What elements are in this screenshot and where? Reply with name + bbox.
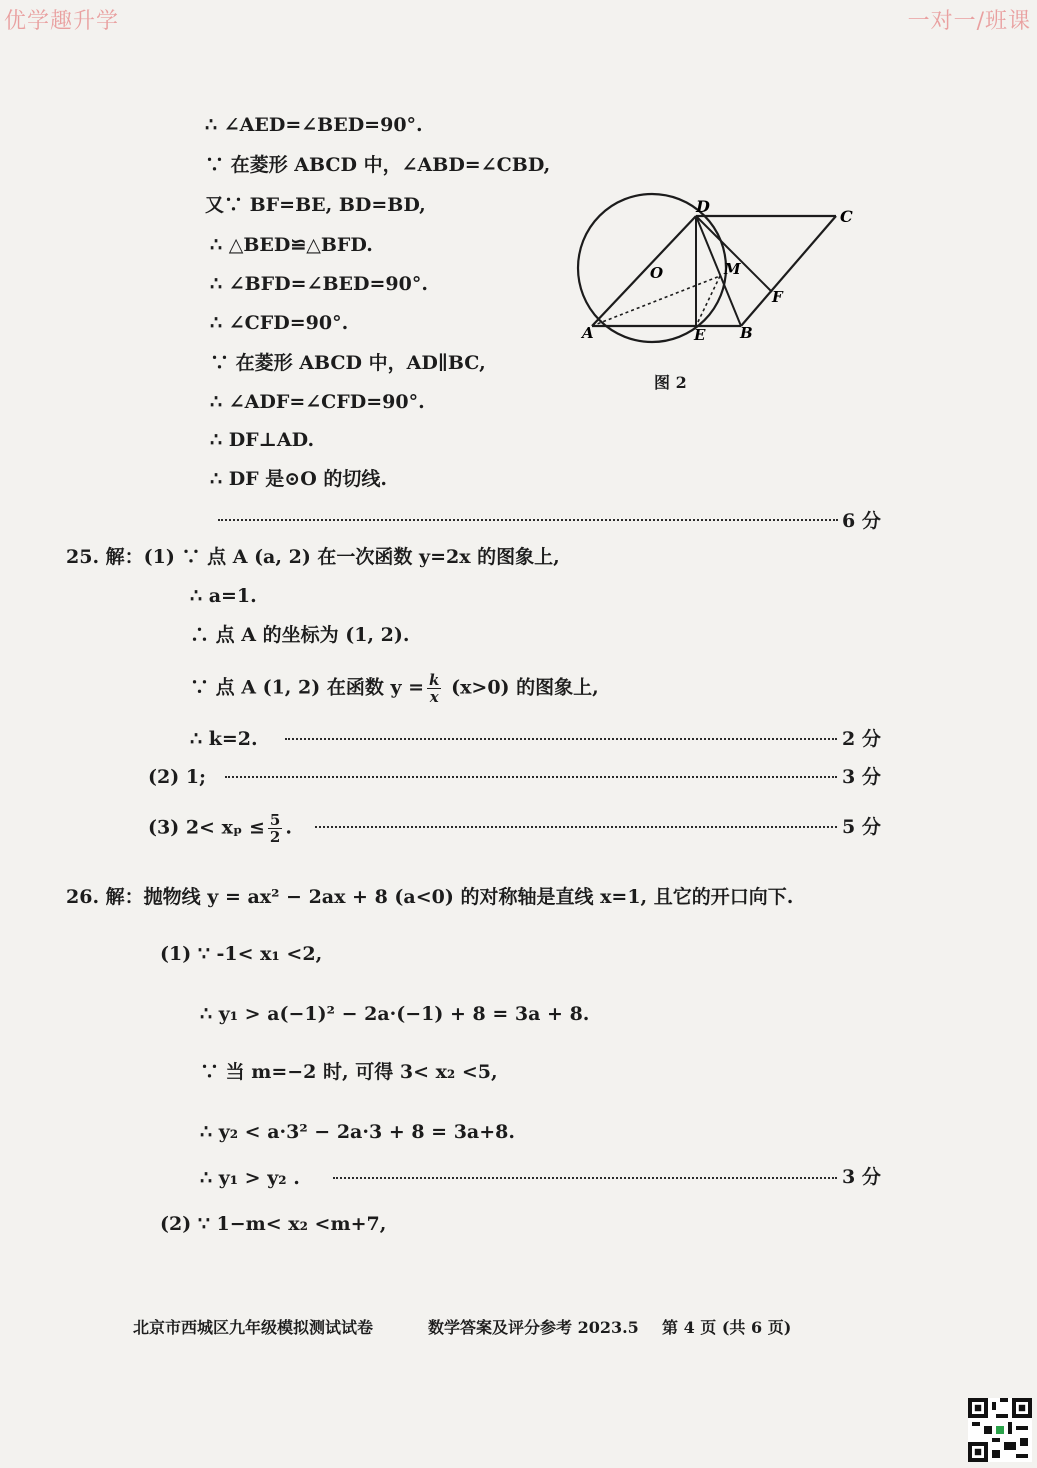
q25-line-4 <box>190 672 599 705</box>
proof-line-7: ∵ 在菱形 ABCD 中，AD∥BC, <box>210 352 486 374</box>
label-b: B <box>740 324 753 342</box>
fraction-denominator: 2 <box>269 828 281 846</box>
q25-line-6: (2) 1; <box>148 766 207 788</box>
q26-line-3: ∴ y₁ > a(−1)² − 2a·(−1) + 8 = 3a + 8. <box>200 1003 590 1025</box>
q25-line-7 <box>148 812 292 845</box>
q25-line-4-pre: ∵ 点 A (1, 2) 在函数 y = <box>190 676 425 699</box>
score-label: 5 分 <box>842 816 881 838</box>
proof-line-9: ∴ DF⊥AD. <box>210 429 315 451</box>
segment-df <box>696 216 772 292</box>
label-a: A <box>582 324 594 342</box>
q25-line-3: ∴ 点 A 的坐标为 (1, 2). <box>190 624 410 646</box>
dot-leader <box>285 738 837 740</box>
proof-line-6: ∴ ∠CFD=90°. <box>210 312 349 334</box>
q25-line-7-post: . <box>285 816 292 839</box>
q25-line-2: ∴ a=1. <box>190 585 257 607</box>
q26-line-4: ∵ 当 m=−2 时, 可得 3< x₂ <5, <box>200 1061 498 1083</box>
score-label: 6 分 <box>842 510 881 532</box>
label-f: F <box>772 288 783 306</box>
watermark-left: 优学趣升学 <box>4 9 120 34</box>
q25-line-5: ∴ k=2. <box>190 728 258 750</box>
segment-am-dashed <box>592 276 720 326</box>
label-o: O <box>650 264 664 282</box>
proof-line-5: ∴ ∠BFD=∠BED=90°. <box>210 273 428 295</box>
geometry-figure <box>568 188 868 358</box>
proof-line-3: 又∵ BF=BE, BD=BD, <box>205 194 426 216</box>
q26-line-7: (2) ∵ 1−m< x₂ <m+7, <box>160 1213 387 1235</box>
fraction-numerator: k <box>429 671 440 689</box>
fraction-numerator: 5 <box>269 811 281 829</box>
footer-subject-date: 数学答案及评分参考 2023.5 <box>428 1318 639 1337</box>
dot-leader <box>333 1177 837 1179</box>
label-m: M <box>724 260 741 278</box>
proof-line-2: ∵ 在菱形 ABCD 中，∠ABD=∠CBD, <box>205 154 551 176</box>
proof-line-8: ∴ ∠ADF=∠CFD=90°. <box>210 391 425 413</box>
label-c: C <box>840 207 853 226</box>
label-d: D <box>696 197 710 216</box>
label-e: E <box>694 326 706 344</box>
q25-line-1: 25. 解：(1) ∵ 点 A (a, 2) 在一次函数 y=2x 的图象上, <box>66 546 560 568</box>
score-label: 3 分 <box>842 766 881 788</box>
footer-exam-name: 北京市西城区九年级模拟测试试卷 <box>133 1318 374 1337</box>
footer-page-number: 第 4 页 (共 6 页) <box>662 1318 792 1337</box>
segment-bc <box>741 216 836 326</box>
q26-line-2: (1) ∵ -1< x₁ <2, <box>160 943 323 965</box>
q25-line-7-pre: (3) 2< xₚ ≤ <box>148 816 265 839</box>
score-label: 2 分 <box>842 728 881 750</box>
fraction-denominator: x <box>429 688 439 706</box>
proof-line-4: ∴ △BED≌△BFD. <box>210 234 373 256</box>
watermark-right: 一对一/班课 <box>907 9 1031 34</box>
q25-line-4-post: (x>0) 的图象上, <box>451 676 599 699</box>
q26-line-6: ∴ y₁ > y₂ . <box>200 1167 300 1189</box>
dot-leader <box>218 519 838 521</box>
q26-line-5: ∴ y₂ < a·3² − 2a·3 + 8 = 3a+8. <box>200 1121 516 1143</box>
segment-da <box>592 216 696 326</box>
dot-leader <box>225 776 837 778</box>
q26-line-1: 26. 解：抛物线 y = ax² − 2ax + 8 (a<0) 的对称轴是直线 x=1, 且它的开口向下. <box>66 886 794 908</box>
fraction-k-over-x <box>427 672 441 705</box>
score-label: 3 分 <box>842 1166 881 1188</box>
qr-code-icon <box>968 1398 1032 1462</box>
dot-leader <box>315 826 837 828</box>
fraction-five-halves <box>268 812 282 845</box>
proof-line-10: ∴ DF 是⊙O 的切线. <box>210 468 387 490</box>
figure-caption: 图 2 <box>654 373 687 392</box>
proof-line-1: ∴ ∠AED=∠BED=90°. <box>205 114 423 136</box>
